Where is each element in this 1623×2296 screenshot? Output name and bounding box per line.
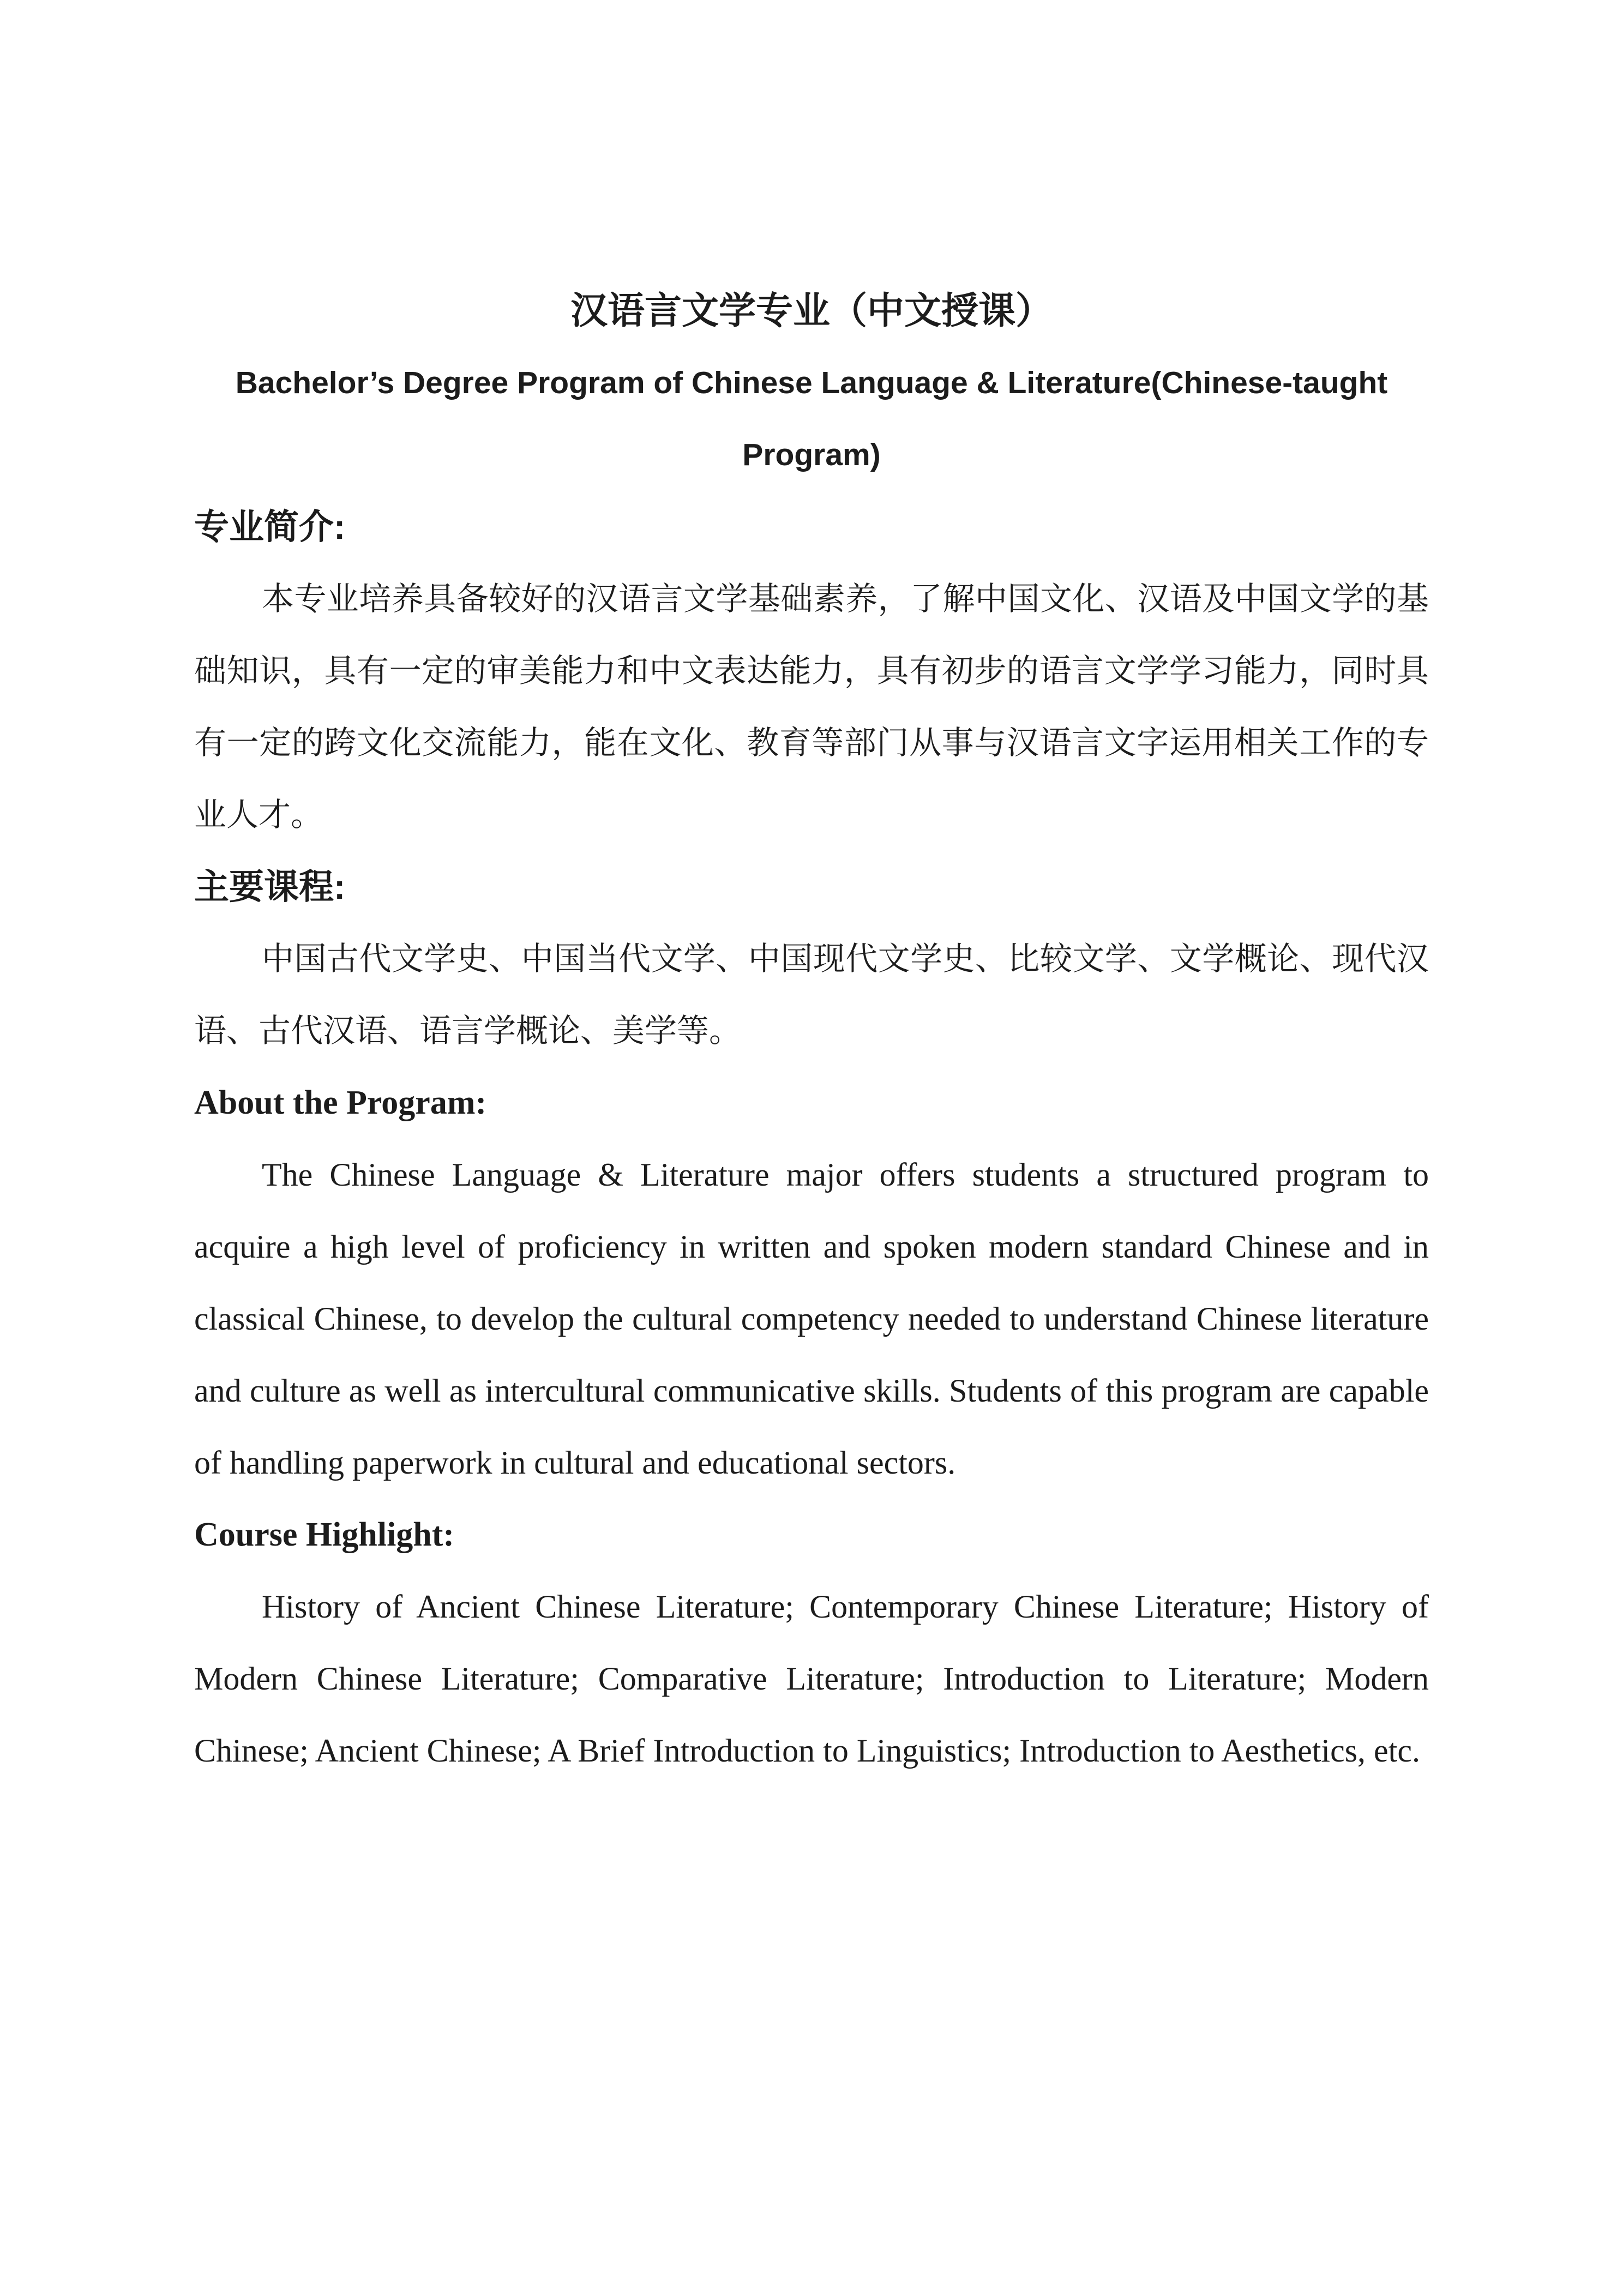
about-en-paragraph-line-3: classical Chinese, to develop the cultural competency needed to understand Chinese literature xyxy=(194,1301,1429,1337)
document-title-english-line-1: Bachelor’s Degree Program of Chinese Language & Literature(Chinese-taught xyxy=(235,365,1388,400)
about-en-paragraph-line-5: of handling paperwork in cultural and educational sectors. xyxy=(194,1445,956,1481)
about-en-paragraph-line-4: and culture as well as intercultural communicative skills. Students of this program are capable xyxy=(194,1373,1429,1409)
section-heading-program-intro-cn: 专业简介: xyxy=(194,507,346,546)
intro-cn-paragraph-line-3: 有一定的跨文化交流能力，能在文化、教育等部门从事与汉语言文字运用相关工作的专 xyxy=(194,725,1429,761)
document-title-chinese: 汉语言文学专业（中文授课） xyxy=(570,290,1053,332)
highlight-en-paragraph-line-2: Modern Chinese Literature; Comparative Literature; Introduction to Literature; Modern xyxy=(194,1661,1429,1697)
intro-cn-paragraph-line-4: 业人才。 xyxy=(194,797,323,833)
about-en-paragraph-line-1: The Chinese Language & Literature major offers students a structured program to xyxy=(262,1157,1429,1193)
courses-cn-paragraph-line-2: 语、古代汉语、语言学概论、美学等。 xyxy=(194,1013,742,1049)
section-heading-about-program-en: About the Program: xyxy=(194,1084,487,1121)
section-heading-course-highlight-en: Course Highlight: xyxy=(194,1516,455,1553)
highlight-en-paragraph-line-3: Chinese; Ancient Chinese; A Brief Introduction to Linguistics; Introduction to Aesthetics, etc. xyxy=(194,1733,1420,1769)
intro-cn-paragraph-line-1: 本专业培养具备较好的汉语言文学基础素养，了解中国文化、汉语及中国文学的基 xyxy=(262,581,1429,617)
document-title-english-line-2: Program) xyxy=(742,437,881,472)
about-en-paragraph-line-2: acquire a high level of proficiency in written and spoken modern standard Chinese and in xyxy=(194,1229,1429,1265)
document-content xyxy=(194,275,1429,1787)
courses-cn-paragraph-line-1: 中国古代文学史、中国当代文学、中国现代文学史、比较文学、文学概论、现代汉 xyxy=(262,941,1429,977)
section-heading-main-courses-cn: 主要课程: xyxy=(194,867,346,906)
intro-cn-paragraph-line-2: 础知识，具有一定的审美能力和中文表达能力，具有初步的语言文学学习能力，同时具 xyxy=(194,653,1429,689)
highlight-en-paragraph-line-1: History of Ancient Chinese Literature; Contemporary Chinese Literature; History of xyxy=(262,1589,1429,1625)
